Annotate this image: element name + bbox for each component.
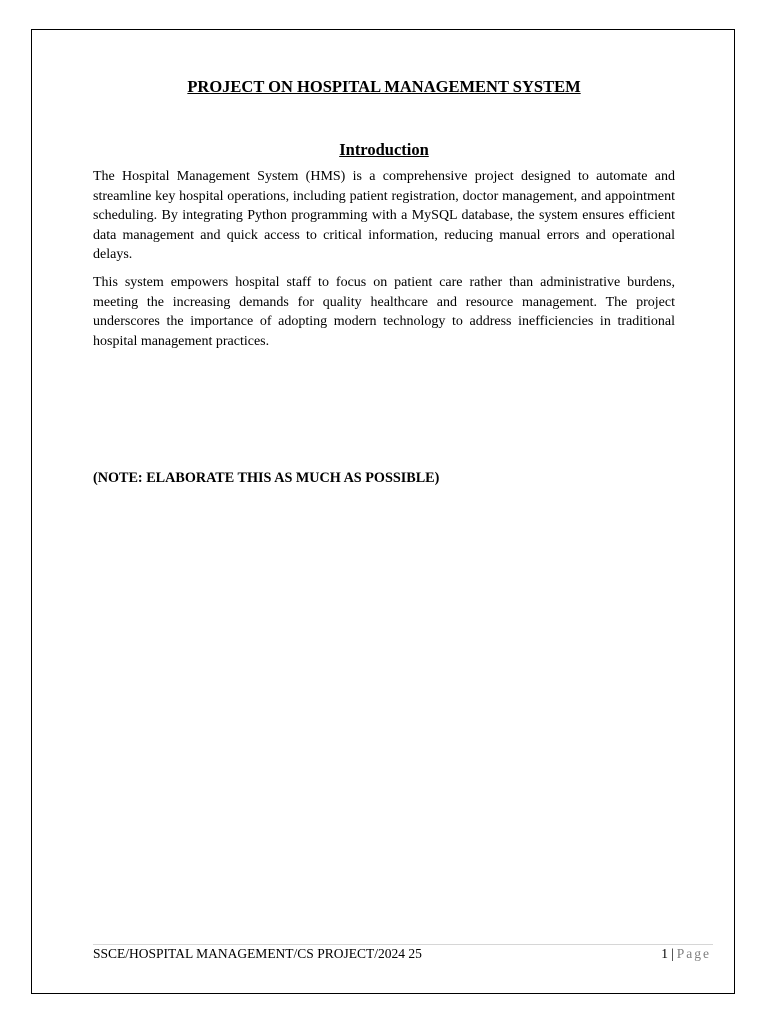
page-separator: |	[671, 946, 674, 961]
footer-divider	[93, 944, 713, 945]
footer-project-code: SSCE/HOSPITAL MANAGEMENT/CS PROJECT/2024 25	[93, 946, 422, 961]
section-heading-introduction: Introduction	[339, 140, 429, 159]
page-label: Page	[676, 946, 711, 961]
intro-paragraph-2: This system empowers hospital staff to focus on patient care rather than administrative burdens, meeting the increasing demands for quality healthcare and resource management. The project underscores the importance of adopting modern technology to address inefficiencies in traditional hospital management practices.	[93, 275, 675, 349]
intro-paragraph-1: The Hospital Management System (HMS) is a comprehensive project designed to automate and streamline key hospital operations, including patient registration, doctor management, and appointment scheduling. By integrating Python programming with a MySQL database, the system ensures efficient data management and quick access to critical information, reducing manual errors and operational delays.	[93, 169, 675, 263]
page-number: 1	[661, 946, 669, 961]
elaboration-note: (NOTE: ELABORATE THIS AS MUCH AS POSSIBLE)	[93, 470, 440, 486]
footer-page-indicator	[661, 946, 711, 962]
document-title: PROJECT ON HOSPITAL MANAGEMENT SYSTEM	[187, 77, 581, 96]
